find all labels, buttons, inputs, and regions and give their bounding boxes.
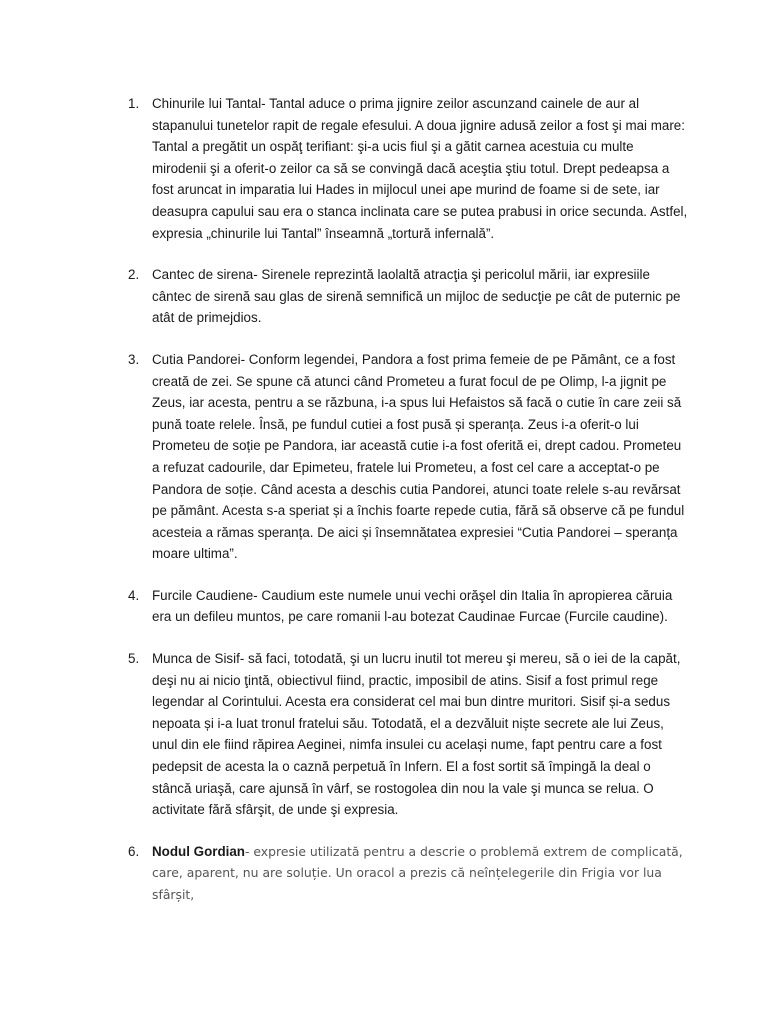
list-item-text: Munca de Sisif- să faci, totodată, şi un lucru inutil tot mereu şi mereu, să o iei de la capăt, deşi nu ai nicio ţintă, obiectivul fiind, practic, imposibil de atins. Sisif a fost primul rege legendar al Corintului. Acesta era considerat cel mai bun dintre muritori. Sisif și-a sedus nepoata și i-a luat tronul fratelui său. Totodată, el a dezvăluit niște secrete ale lui Zeus, unul din ele fiind răpirea Aeginei, nimfa insulei cu același nume, fapt pentru care a fost pedepsit de acesta la o caznă perpetuă în Infern. El a fost sortit să împingă la deal o stâncă uriaşă, care ajunsă în vârf, se rostogolea din nou la vale şi munca se relua. O activitate fără sfârşit, de unde şi expresia.: [152, 651, 681, 818]
list-item-text: Cantec de sirena- Sirenele reprezintă laolaltă atracţia şi pericolul mării, iar expresiile cântec de sirenă sau glas de sirenă semnifică un mijloc de seducţie pe cât de puternic pe atât de primejdios.: [152, 267, 681, 326]
list-item-title: Nodul Gordian: [152, 843, 245, 859]
list-item-text: Furcile Caudiene- Caudium este numele unui vechi orăşel din Italia în apropierea căruia era un defileu muntos, pe care romanii l-au botezat Caudinae Furcae (Furcile caudine).: [152, 587, 673, 625]
list-item-text: [152, 841, 688, 906]
list-item-number: 5.: [128, 651, 140, 667]
list-item-text: Cutia Pandorei- Conform legendei, Pandora a fost prima femeie de pe Pământ, ce a fost creată de zei. Se spune că atunci când Prometeu a furat focul de pe Olimp, l-a jignit pe Zeus, iar acesta, pentru a se răzbuna, i-a spus lui Hefaistos să facă o cutie în care zeii să pună toate relele. Însă, pe fundul cutiei a fost pusă și speranța. Zeus i-a oferit-o lui Prometeu de soție pe Pandora, iar această cutie i-a fost oferită ei, drept cadou. Prometeu a refuzat cadourile, dar Epimeteu, fratele lui Prometeu, a fost cel care a acceptat-o pe Pandora de soție. Când acesta a deschis cutia Pandorei, atunci toate relele s-au revărsat pe pământ. Acesta s-a speriat și a închis foarte repede cutia, fără să observe că pe fundul acesteia a rămas speranța. De aici și însemnătatea expresiei “Cutia Pandorei – speranța moare ultima”.: [152, 351, 685, 562]
list-item: [128, 841, 688, 906]
list-item-number: 4.: [128, 587, 140, 603]
list-item-number: 1.: [128, 96, 140, 111]
list-item-number: 2.: [128, 267, 140, 283]
list-item: [128, 264, 688, 329]
list-item: [128, 585, 688, 628]
list-item: [128, 349, 688, 565]
list-item-number: 3.: [128, 351, 140, 367]
list-item: [128, 648, 688, 821]
expressions-list: [128, 93, 688, 926]
list-item: [128, 93, 688, 244]
list-item-number: 6.: [128, 843, 140, 859]
list-item-text: Chinurile lui Tantal- Tantal aduce o prima jignire zeilor ascunzand cainele de aur al stapanului tunetelor rapit de regale efesului. A doua jignire adusă zeilor a fost şi mai mare: Tantal a pregătit un ospăţ terifiant: şi-a ucis fiul şi a gătit carnea acestuia cu multe mirodenii şi a oferit-o zeilor ca să se convingă dacă aceştia ştiu totul. Drept pedeapsa a fost aruncat in imparatia lui Hades in mijlocul unei ape murind de foame si de sete, iar deasupra capului sau era o stanca inclinata care se putea prabusi in orice secunda. Astfel, expresia „chinurile lui Tantal” înseamnă „tortură infernală”.: [152, 96, 688, 241]
list-item-body: - expresie utilizată pentru a descrie o problemă extrem de complicată, care, aparent, nu are soluție. Un oracol a prezis că neînțelegerile din Frigia vor lua sfârșit,: [152, 843, 683, 902]
